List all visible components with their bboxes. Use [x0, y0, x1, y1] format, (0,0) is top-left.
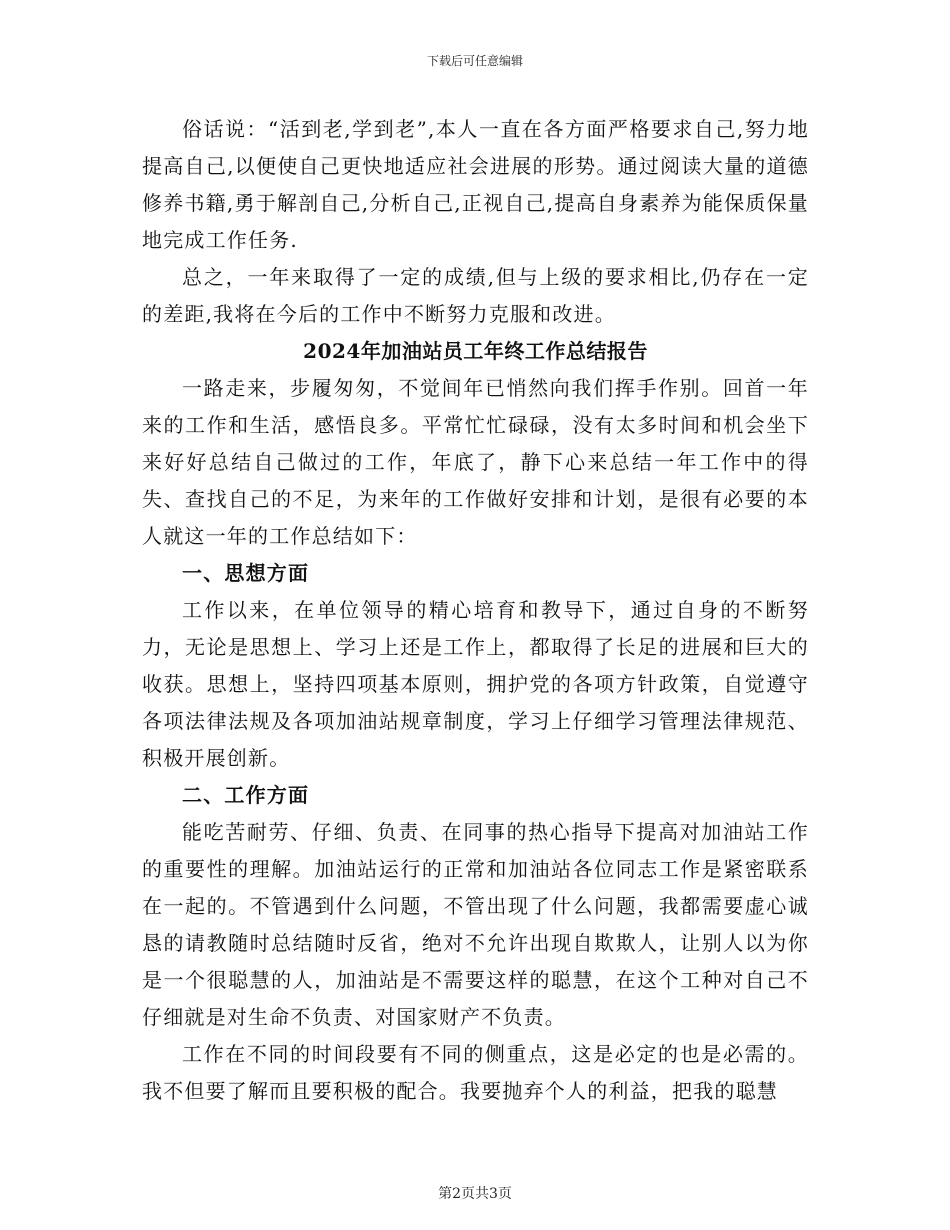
page-number: 第2页共3页 [438, 1186, 512, 1202]
opening-paragraph: 一路走来，步履匆匆，不觉间年已悄然向我们挥手作别。回首一年来的工作和生活，感悟良多。平常忙忙碌碌，没有太多时间和机会坐下来好好总结自己做过的工作，年底了，静下心来总结一年工作中的得失、查找自己的不足，为来年的工作做好安排和计划，是很有必要的本人就这一年的工作总结如下： [142, 376, 809, 548]
section-heading-thought: 一、思想方面 [182, 561, 310, 585]
intro-paragraph-2: 总之，一年来取得了一定的成绩,但与上级的要求相比,仍存在一定的差距,我将在今后的工作中不断努力克服和改进。 [142, 265, 809, 326]
section-paragraph-work-2: 工作在不同的时间段要有不同的侧重点，这是必定的也是必需的。我不但要了解而且要积极的配合。我要抛弃个人的利益，把我的聪慧 [142, 1042, 809, 1103]
section-paragraph-work-1: 能吃苦耐劳、仔细、负责、在同事的热心指导下提高对加油站工作的重要性的理解。加油站运行的正常和加油站各位同志工作是紧密联系在一起的。不管遇到什么问题，不管出现了什么问题，我都需要虚心诚恳的请教随时总结随时反省，绝对不允许出现自欺欺人，让别人以为你是一个很聪慧的人，加油站是不需要这样的聪慧，在这个工种对自己不仔细就是对生命不负责、对国家财产不负责。 [142, 820, 809, 1029]
section-paragraph-thought: 工作以来，在单位领导的精心培育和教导下，通过自身的不断努力，无论是思想上、学习上还是工作上，都取得了长足的进展和巨大的收获。思想上，坚持四项基本原则，拥护党的各项方针政策，自觉遵守各项法律法规及各项加油站规章制度，学习上仔细学习管理法律规范、积极开展创新。 [142, 598, 809, 770]
section-heading-work: 二、工作方面 [182, 783, 310, 807]
document-body [142, 111, 809, 1110]
document-title: 2024年加油站员工年终工作总结报告 [303, 339, 648, 363]
page-header: 下载后可任意编辑 [426, 54, 523, 68]
intro-paragraph-1: 俗话说：“活到老,学到老”,本人一直在各方面严格要求自己,努力地提高自己,以便使自己更快地适应社会进展的形势。通过阅读大量的道德修养书籍,勇于解剖自己,分析自己,正视自己,提高自身素养为能保质保量地完成工作任务. [142, 117, 809, 252]
